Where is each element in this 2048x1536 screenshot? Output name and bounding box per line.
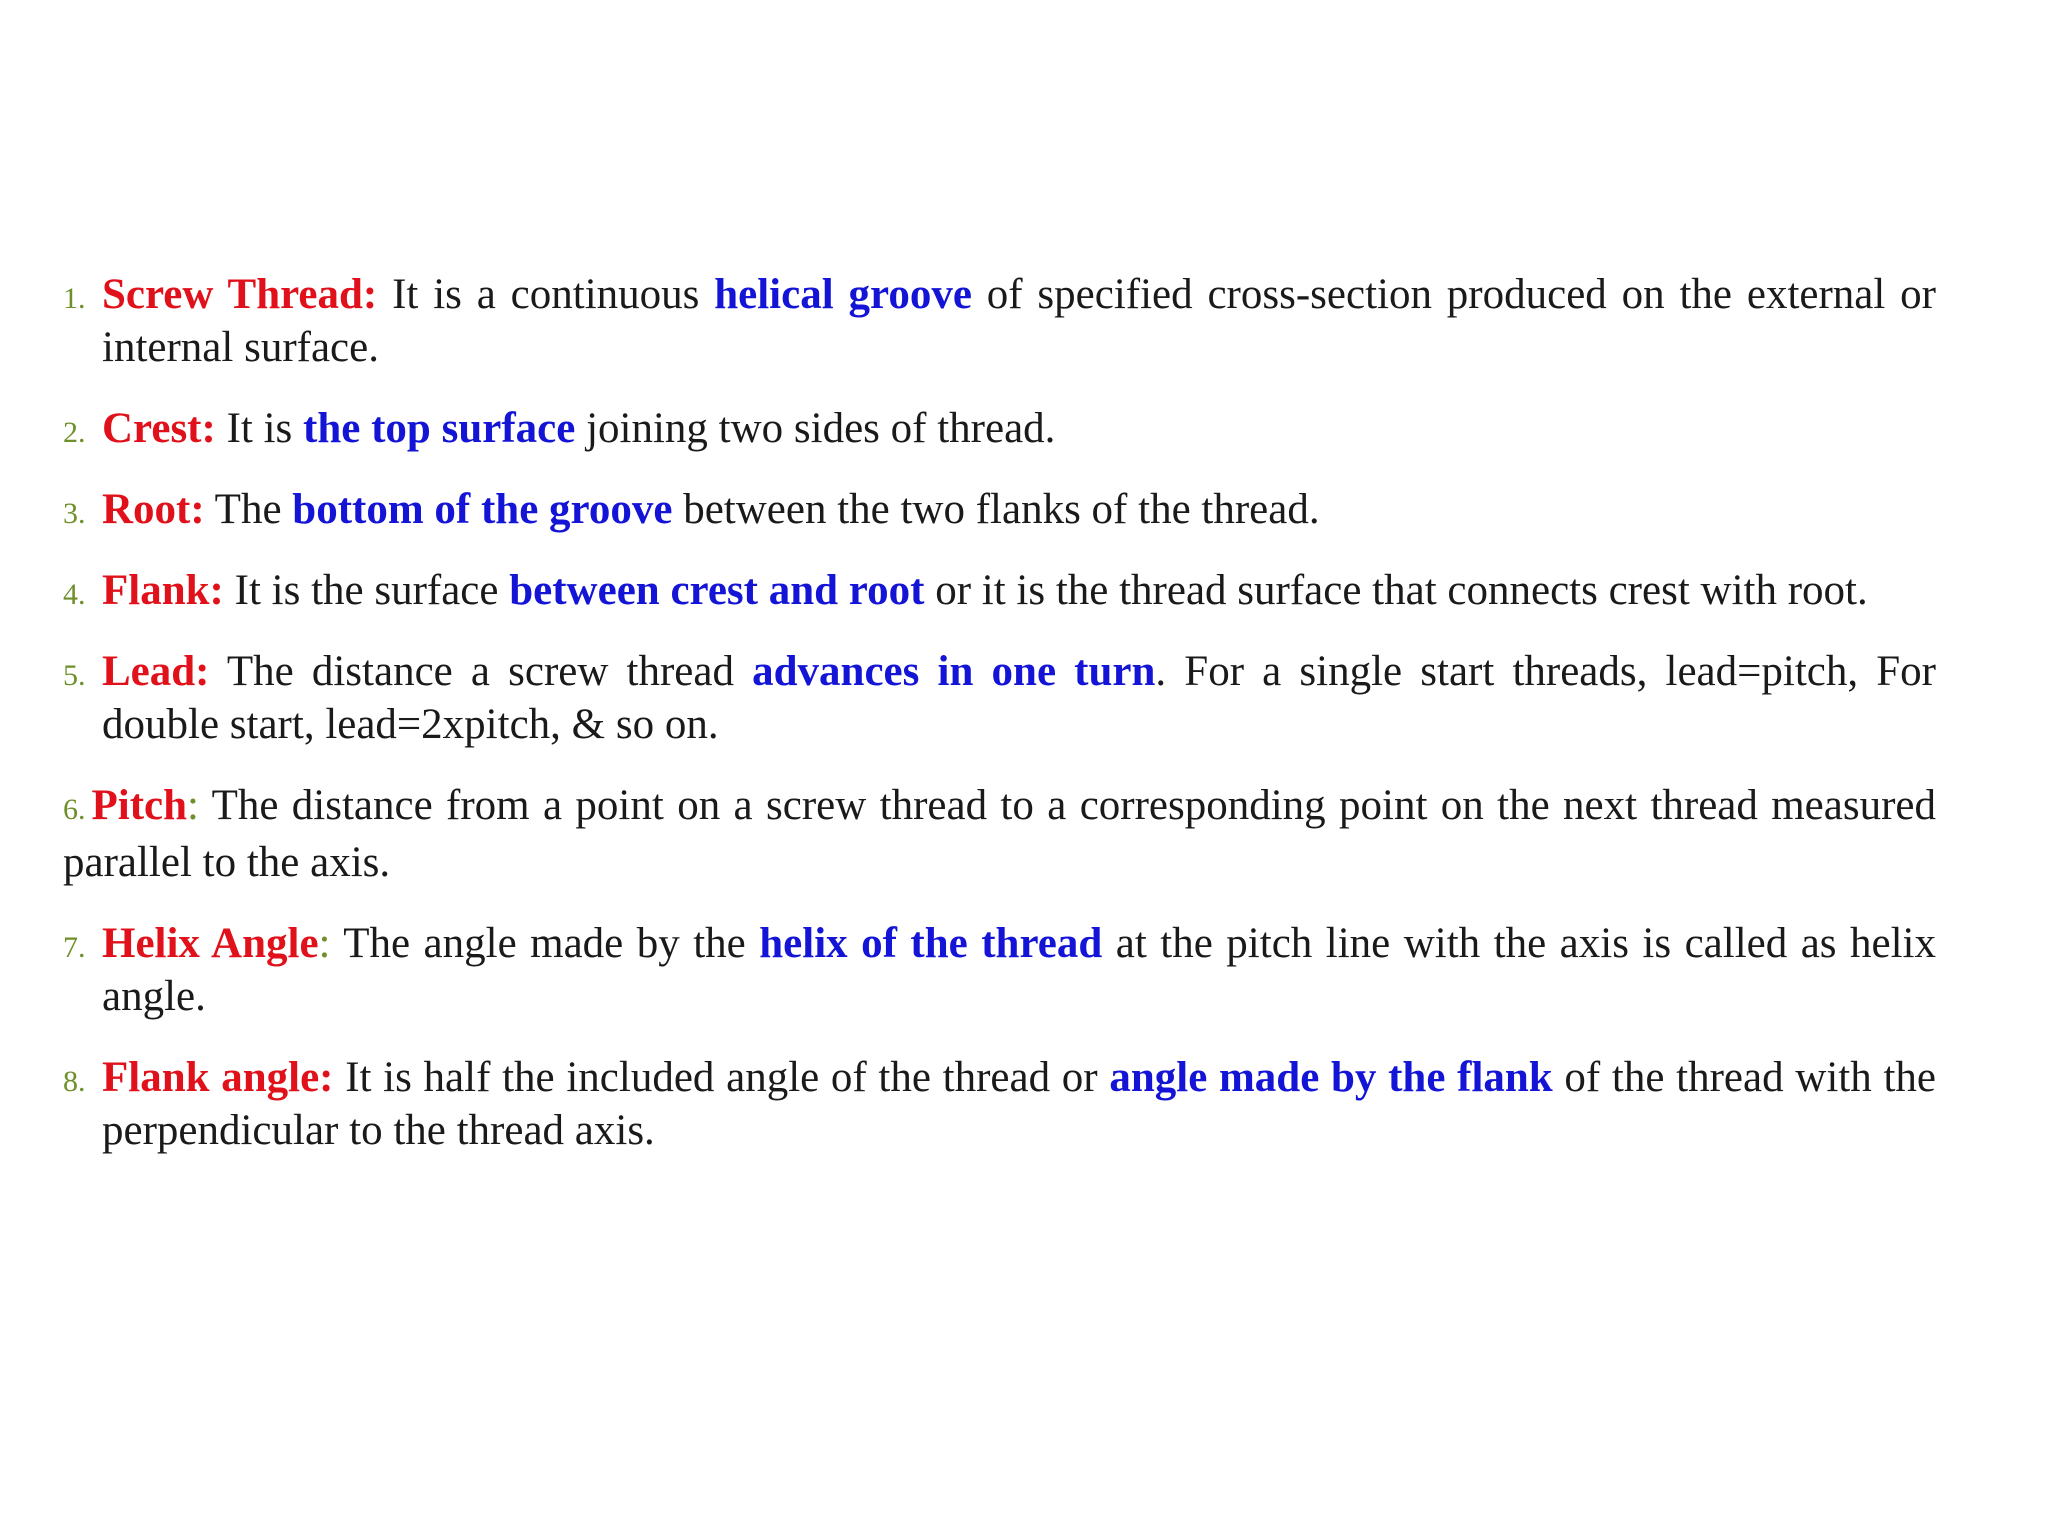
item-number: 7. xyxy=(63,931,86,964)
item-text: of the thread with the perpendicular to the thread axis. xyxy=(102,1054,1936,1154)
item-term: Root: xyxy=(102,486,205,533)
list-item-crest xyxy=(63,402,1936,455)
list-item-lead xyxy=(63,645,1936,751)
item-text: joining two sides of thread. xyxy=(575,405,1056,452)
item-text: or it is the thread surface that connects crest with root. xyxy=(924,567,1868,614)
item-number: 1. xyxy=(63,282,86,315)
list-item-flank xyxy=(63,564,1936,617)
item-text: between the two flanks of the thread. xyxy=(672,486,1320,533)
item-term: Flank: xyxy=(102,567,224,614)
item-number: 8. xyxy=(63,1065,86,1098)
item-term: Flank angle: xyxy=(102,1054,334,1101)
item-text: The distance a screw thread xyxy=(209,648,753,695)
item-text: It is a continuous xyxy=(377,271,715,318)
item-highlight: between crest and root xyxy=(509,567,925,614)
item-term: Crest: xyxy=(102,405,216,452)
item-text: The xyxy=(204,486,293,533)
item-term: Helix Angle xyxy=(102,920,319,967)
item-text: It is the surface xyxy=(223,567,510,614)
item-highlight: bottom of the groove xyxy=(292,486,673,533)
list-item-helix-angle xyxy=(63,917,1936,1023)
item-term: Pitch xyxy=(91,782,188,829)
item-number: 4. xyxy=(63,578,86,611)
item-highlight: helix of the thread xyxy=(759,920,1103,967)
item-number: 3. xyxy=(63,497,86,530)
item-text: . For a single start threads, lead=pitch, For double start, lead=2xpitch, & so on. xyxy=(102,648,1936,748)
item-text: It is half the included angle of the thread or xyxy=(333,1054,1110,1101)
definitions-list xyxy=(63,268,1936,1157)
item-colon: : xyxy=(187,782,199,829)
item-highlight: angle made by the flank xyxy=(1109,1054,1553,1101)
list-item-pitch xyxy=(63,779,1936,889)
item-term: Lead: xyxy=(102,648,210,695)
item-text: The distance from a point on a screw thread to a corresponding point on the next thread measured parallel to the axis. xyxy=(63,782,1936,886)
item-text: It is xyxy=(215,405,304,452)
item-highlight: advances in one turn xyxy=(752,648,1156,695)
list-item-root xyxy=(63,483,1936,536)
item-highlight: helical groove xyxy=(714,271,972,318)
item-number: 6. xyxy=(63,793,86,826)
item-text: at the pitch line with the axis is called as helix angle. xyxy=(102,920,1936,1020)
list-item-screw-thread xyxy=(63,268,1936,374)
item-number: 2. xyxy=(63,416,86,449)
item-highlight: the top surface xyxy=(303,405,576,452)
item-number: 5. xyxy=(63,659,86,692)
item-colon: : xyxy=(318,920,331,967)
item-term: Screw Thread: xyxy=(102,271,378,318)
item-text: of specified cross-section produced on the external or internal surface. xyxy=(102,271,1936,371)
list-item-flank-angle xyxy=(63,1051,1936,1157)
item-text: The angle made by the xyxy=(330,920,760,967)
